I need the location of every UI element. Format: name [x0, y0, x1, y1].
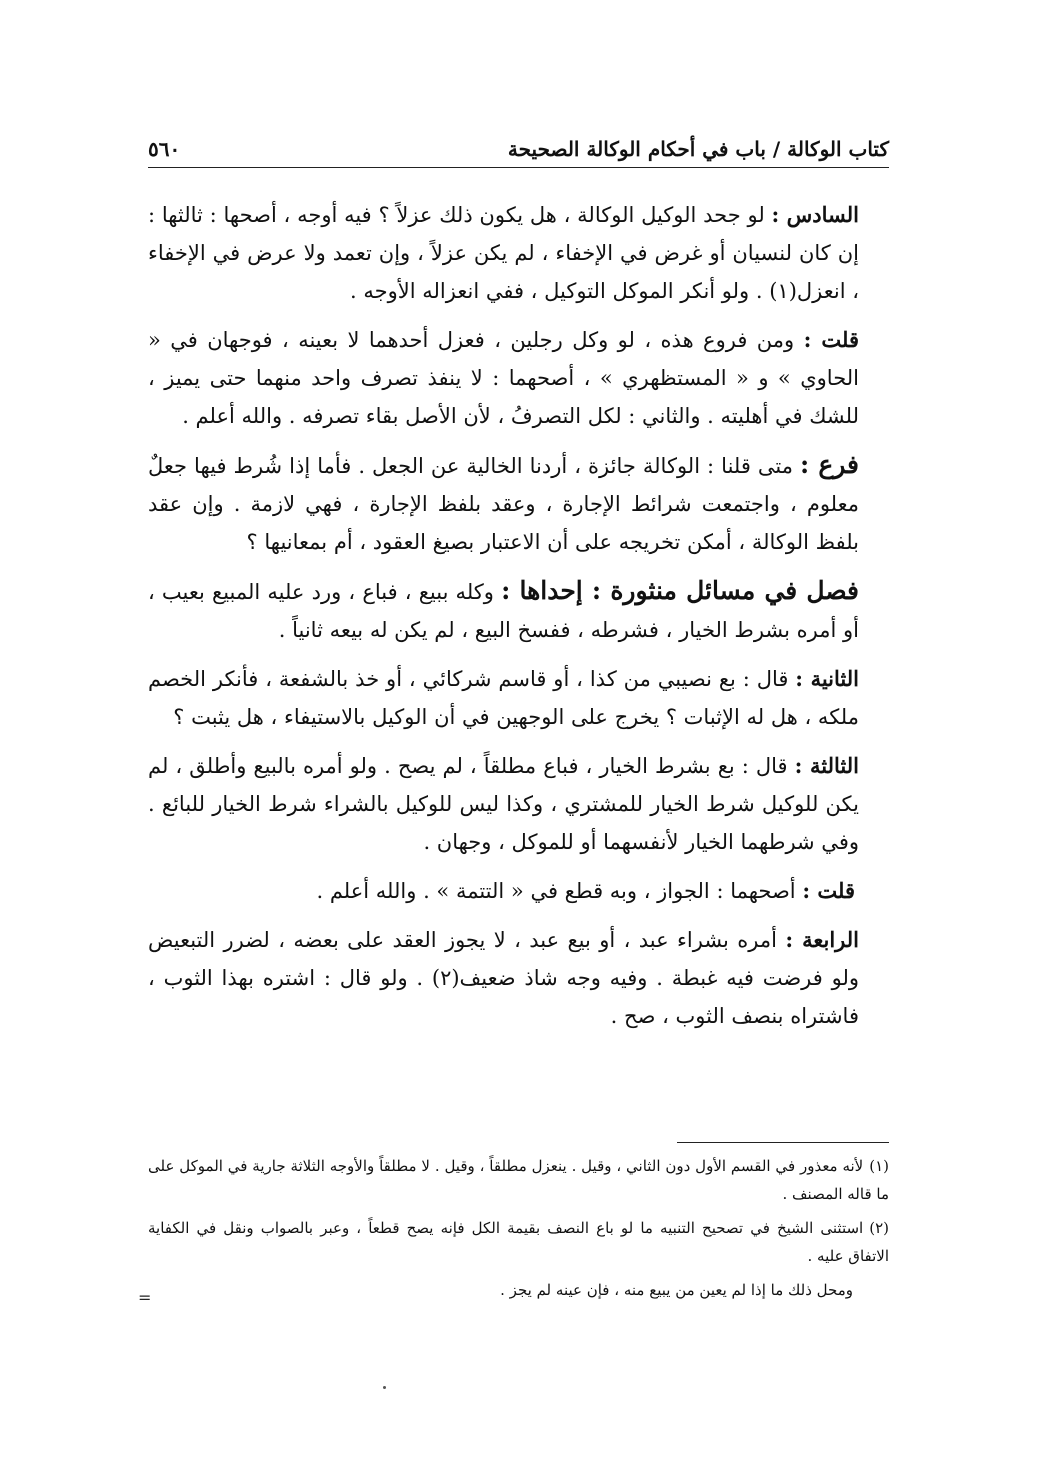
paragraph-lead: قلت :	[803, 327, 859, 352]
paragraph-third	[148, 747, 889, 861]
paragraph-qultu-2	[148, 872, 889, 910]
footnote-number: (١)	[869, 1157, 889, 1175]
footnote	[148, 1214, 889, 1270]
paragraph-text: أمره بشراء عبد ، أو بيع عبد ، لا يجوز العقد على بعضه ، لضرر التبعيض ولو فرضت فيه غبطة . وفيه وجه شاذ ضعيف(٢) . ولو قال : اشتره بهذا الثوب ، فاشتراه بنصف الثوب ، صح .	[148, 928, 859, 1028]
paragraph-lead: الرابعة :	[785, 927, 860, 952]
paragraph-qultu-1	[148, 321, 889, 435]
paragraph-lead: الثالثة :	[794, 753, 859, 778]
paragraph-text: متى قلنا : الوكالة جائزة ، أردنا الخالية عن الجعل . فأما إذا شُرط فيها جعلٌ معلوم ، واجتمعت شرائط الإجارة ، وعقد بلفظ الإجارة ، فهي لازمة . وإن عقد بلفظ الوكالة ، أمكن تخريجه على أن الاعتبار بصيغ العقود ، أم بمعانيها ؟	[148, 454, 859, 554]
paragraph-text: قال : بع بشرط الخيار ، فباع مطلقاً ، لم يصح . ولو أمره بالبيع وأطلق ، لم يكن للوكيل شرط الخيار للمشتري ، وكذا ليس للوكيل بالشراء شرط الخيار للبائع . وفي شرطهما الخيار لأنفسهما أو للموكل ، وجهان .	[148, 754, 859, 854]
paragraph-far	[148, 446, 889, 561]
paragraph-fourth	[148, 921, 889, 1035]
paragraph-text: ومن فروع هذه ، لو وكل رجلين ، فعزل أحدهما لا بعينه ، فوجهان في « الحاوي » و « المستظهري » ، أصحهما : لا ينفذ تصرف واحد منهما حتى يميز ، للشك في أهليته . والثاني : لكل التصرفُ ، لأن الأصل بقاء تصرفه . والله أعلم .	[148, 328, 859, 428]
paragraph-sixth	[148, 196, 889, 310]
scan-speck	[383, 1386, 386, 1389]
page-number: ٥٦٠	[148, 137, 181, 161]
footnote-text: ومحل ذلك ما إذا لم يعين من يبيع منه ، فإن عينه لم يجز .	[500, 1281, 853, 1299]
footnote-text: لأنه معذور في القسم الأول دون الثاني ، وقيل . ينعزل مطلقاً ، وقيل . لا مطلقاً والأوجه الثلاثة جارية في الموكل على ما قاله المصنف .	[148, 1157, 889, 1203]
footnote-text: استثنى الشيخ في تصحيح التنبيه ما لو باع النصف بقيمة الكل فإنه يصح قطعاً ، وعبر بالصواب ونقل في الكفاية الاتفاق عليه .	[148, 1219, 889, 1265]
page-header	[148, 128, 889, 168]
paragraph-text: وكله ببيع ، فباع ، ورد عليه المبيع بعيب ، أو أمره بشرط الخيار ، فشرطه ، ففسخ البيع ، لم يكن له بيعه ثانياً .	[148, 580, 859, 642]
footnote-number: (٢)	[869, 1219, 889, 1237]
footnote-divider	[677, 1142, 889, 1143]
paragraph-text: قال : بع نصيبي من كذا ، أو قاسم شركائي ، أو خذ بالشفعة ، فأنكر الخصم ملكه ، هل له الإثبات ؟ يخرج على الوجهين في أن الوكيل بالاستيفاء ، هل يثبت ؟	[148, 667, 859, 729]
section-heading-paragraph	[148, 572, 889, 649]
margin-mark: =	[138, 1288, 152, 1307]
running-title: كتاب الوكالة / باب في أحكام الوكالة الصحيحة	[507, 137, 889, 161]
footnotes	[148, 1152, 889, 1310]
section-heading: فصل في مسائل منثورة : إحداها :	[501, 576, 859, 605]
paragraph-text: أصحهما : الجواز ، وبه قطع في « التتمة » . والله أعلم .	[316, 879, 803, 903]
paragraph-text: لو جحد الوكيل الوكالة ، هل يكون ذلك عزلاً ؟ فيه أوجه ، أصحها : ثالثها : إن كان لنسيان أو غرض في الإخفاء ، لم يكن عزلاً ، وإن تعمد ولا عرض في الإخفاء ، انعزل(١) . ولو أنكر الموكل التوكيل ، ففي انعزاله الأوجه .	[148, 203, 859, 303]
paragraph-lead: الثانية :	[795, 666, 859, 691]
footnote	[148, 1152, 889, 1208]
paragraph-lead: السادس :	[771, 202, 859, 227]
paragraph-second	[148, 660, 889, 736]
paragraph-lead: قلت :	[802, 878, 855, 903]
main-text	[148, 196, 889, 1046]
paragraph-lead: فرع :	[800, 450, 859, 479]
footnote-continuation	[148, 1276, 889, 1304]
